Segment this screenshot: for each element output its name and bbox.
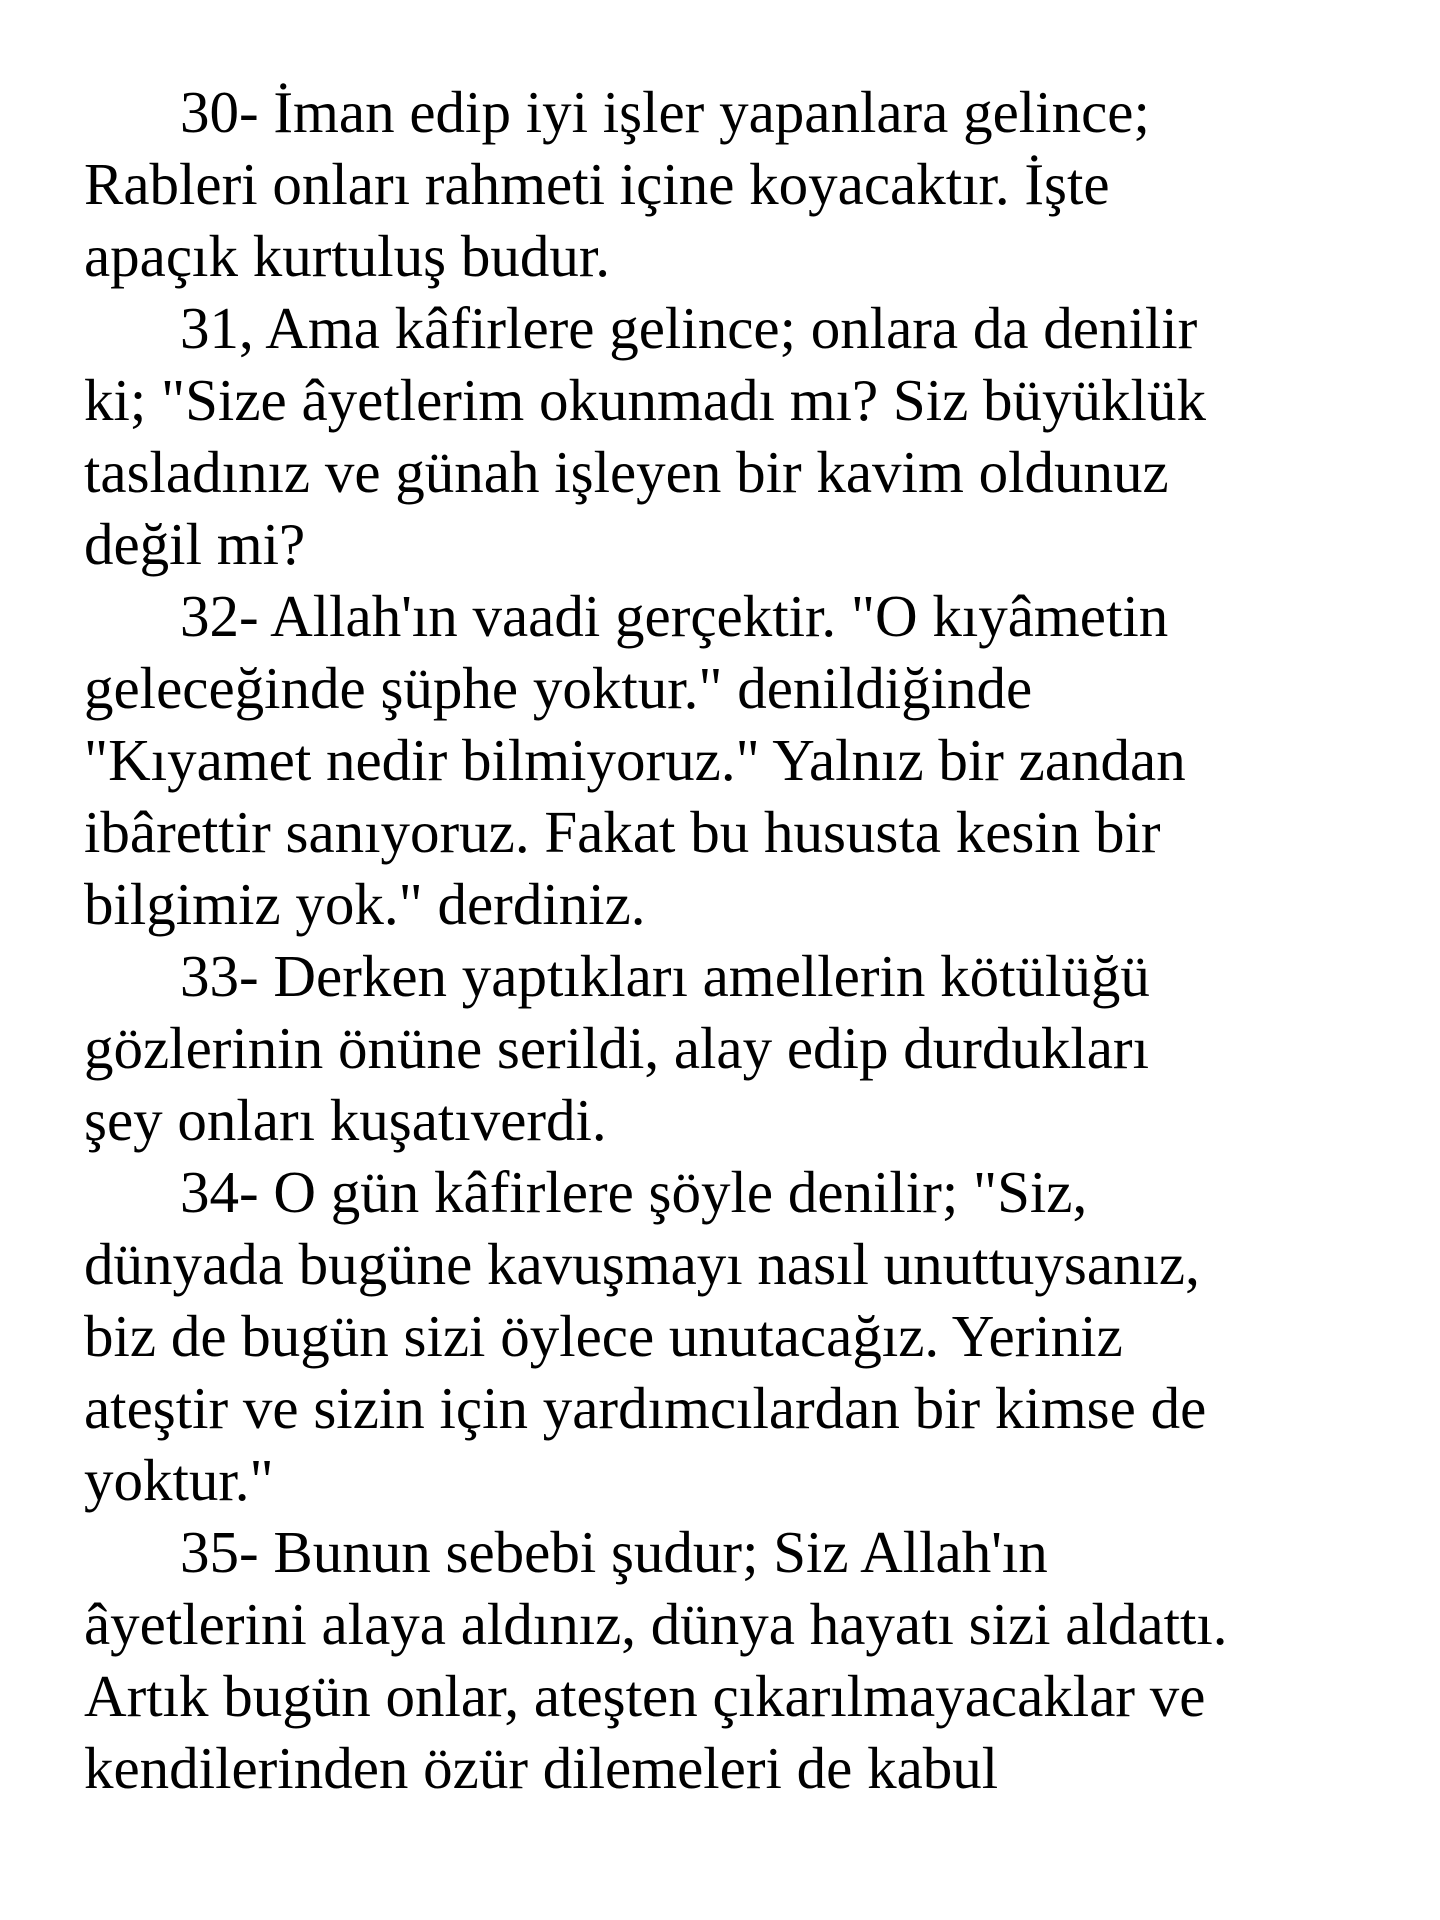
text-line: bilgimiz yok." derdiniz.: [84, 871, 646, 937]
text-line: tasladınız ve günah işleyen bir kavim oldunuz: [84, 439, 1169, 505]
text-line: 31, Ama kâfirlere gelince; onlara da denilir: [180, 295, 1198, 361]
text-line: geleceğinde şüphe yoktur." denildiğinde: [84, 655, 1033, 721]
text-line: Artık bugün onlar, ateşten çıkarılmayacaklar ve: [84, 1663, 1206, 1729]
text-line: 35- Bunun sebebi şudur; Siz Allah'ın: [180, 1519, 1048, 1585]
text-line: 30- İman edip iyi işler yapanlara gelince;: [180, 79, 1150, 145]
text-line: 33- Derken yaptıkları amellerin kötülüğü: [180, 943, 1150, 1009]
document-body: [84, 76, 1384, 1804]
text-line: ateştir ve sizin için yardımcılardan bir kimse de: [84, 1375, 1207, 1441]
text-line: biz de bugün sizi öylece unutacağız. Yeriniz: [84, 1303, 1123, 1369]
text-line: değil mi?: [84, 511, 306, 577]
text-line: gözlerinin önüne serildi, alay edip durdukları: [84, 1015, 1149, 1081]
text-line: dünyada bugüne kavuşmayı nasıl unuttuysanız,: [84, 1231, 1200, 1297]
text-line: "Kıyamet nedir bilmiyoruz." Yalnız bir zandan: [84, 727, 1186, 793]
text-line: şey onları kuşatıverdi.: [84, 1087, 607, 1153]
text-line: ibârettir sanıyoruz. Fakat bu hususta kesin bir: [84, 799, 1161, 865]
text-line: âyetlerini alaya aldınız, dünya hayatı sizi aldattı.: [84, 1591, 1228, 1657]
text-line: kendilerinden özür dilemeleri de kabul: [84, 1735, 999, 1801]
text-line: 34- O gün kâfirlere şöyle denilir; "Siz,: [180, 1159, 1088, 1225]
text-line: 32- Allah'ın vaadi gerçektir. "O kıyâmetin: [180, 583, 1169, 649]
document-page: [84, 76, 1384, 1804]
text-line: ki; "Size âyetlerim okunmadı mı? Siz büyüklük: [84, 367, 1206, 433]
text-line: Rableri onları rahmeti içine koyacaktır. İşte: [84, 151, 1110, 217]
text-line: apaçık kurtuluş budur.: [84, 223, 610, 289]
text-line: yoktur.": [84, 1447, 274, 1513]
